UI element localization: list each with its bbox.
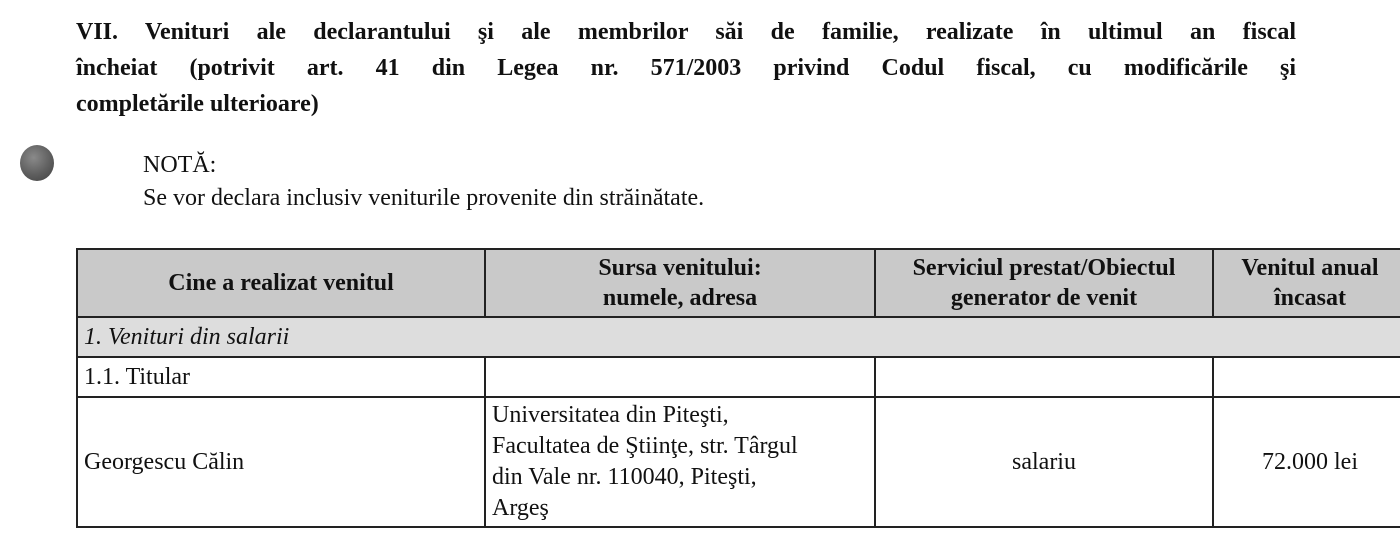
cell-income: 72.000 lei: [1213, 397, 1400, 527]
bullet-dot-icon: [20, 145, 54, 181]
note-text: Se vor declara inclusiv veniturile provenite din străinătate.: [143, 185, 705, 211]
table-row: [77, 397, 1400, 527]
header-income: Venitul anual încasat: [1213, 249, 1400, 317]
table-header-row: [77, 249, 1400, 317]
heading-line-2: încheiat (potrivit art. 41 din Legea nr. 571/2003 privind Codul fiscal, cu modificările şi: [76, 55, 1296, 81]
subsection-label: 1.1. Titular: [77, 357, 485, 397]
note-title: NOTĂ:: [143, 152, 217, 178]
cell-person: Georgescu Călin: [77, 397, 485, 527]
cell-service: salariu: [875, 397, 1213, 527]
heading-line-3: completările ulterioare): [76, 91, 319, 117]
section-label: 1. Venituri din salarii: [77, 317, 1400, 357]
section-heading: [76, 14, 1296, 122]
cell-source: Universitatea din Piteşti, Facultatea de Ştiinţe, str. Târgul din Vale nr. 110040, Piteşti, Argeş: [485, 397, 875, 527]
note-block: [143, 149, 704, 215]
header-source: Sursa venitului: numele, adresa: [485, 249, 875, 317]
header-who: Cine a realizat venitul: [77, 249, 485, 317]
section-row: [77, 317, 1400, 357]
heading-line-1: VII. Venituri ale declarantului şi ale membrilor săi de familie, realizate în ultimul an fiscal: [76, 19, 1296, 45]
header-service: Serviciul prestat/Obiectul generator de venit: [875, 249, 1213, 317]
subsection-row: [77, 357, 1400, 397]
income-table: [76, 248, 1400, 528]
